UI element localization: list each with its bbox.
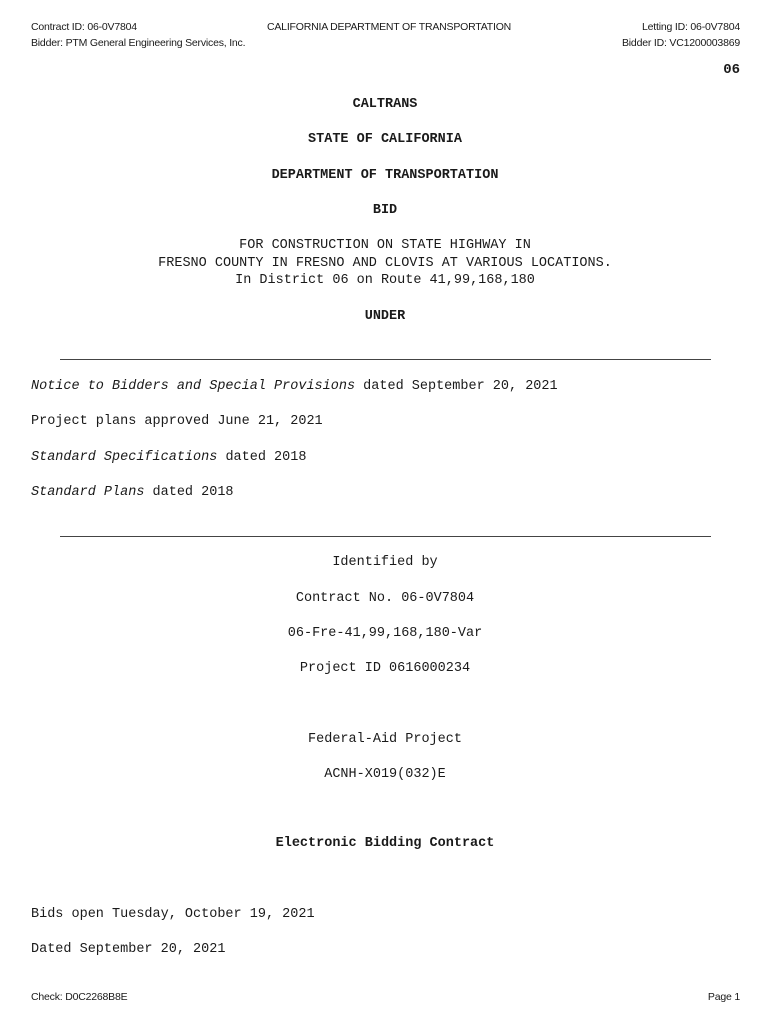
divider-bottom [60,536,711,537]
bidder-id: Bidder ID: VC1200003869 [622,37,740,49]
letting-id: Letting ID: 06-0V7804 [642,21,740,33]
under-label: UNDER [364,309,406,324]
plans-line: Project plans approved June 21, 2021 [31,414,323,429]
contract-id: Contract ID: 06-0V7804 [31,21,137,33]
page-number: Page 1 [707,991,740,1003]
route-code: 06-Fre-41,99,168,180-Var [287,626,483,641]
notice-title: Notice to Bidders and Special Provisions [31,379,356,394]
divider-top [60,359,711,360]
specs-date: dated 2018 [217,450,307,465]
federal-aid-label: Federal-Aid Project [308,732,462,747]
district-code: 06 [723,62,740,78]
description-line-2: FRESNO COUNTY IN FRESNO AND CLOVIS AT VARIOUS LOCATIONS. [158,256,612,271]
bidder-name: Bidder: PTM General Engineering Services, Inc. [31,37,246,49]
contract-type: Electronic Bidding Contract [275,836,495,851]
check-code: Check: D0C2268B8E [31,991,128,1003]
std-plans-title: Standard Plans [31,485,145,500]
agency-name: CALIFORNIA DEPARTMENT OF TRANSPORTATION [267,21,512,33]
project-id: Project ID 0616000234 [299,661,471,676]
notice-date: dated September 20, 2021 [355,379,558,394]
std-plans-date: dated 2018 [144,485,234,500]
dated-line: Dated September 20, 2021 [31,942,226,957]
std-plans-line [31,485,234,500]
notice-line [31,379,558,394]
description-line-3: In District 06 on Route 41,99,168,180 [235,273,535,288]
bids-open-date: Bids open Tuesday, October 19, 2021 [31,907,315,922]
contract-number: Contract No. 06-0V7804 [295,591,475,606]
identified-by: Identified by [332,555,438,570]
title-bid: BID [372,203,398,218]
title-caltrans: CALTRANS [352,97,418,112]
specs-line [31,450,306,465]
federal-aid-code: ACNH-X019(032)E [324,767,446,782]
title-department: DEPARTMENT OF TRANSPORTATION [271,168,499,183]
specs-title: Standard Specifications [31,450,218,465]
title-state: STATE OF CALIFORNIA [308,132,462,147]
description-line-1: FOR CONSTRUCTION ON STATE HIGHWAY IN [239,238,531,253]
